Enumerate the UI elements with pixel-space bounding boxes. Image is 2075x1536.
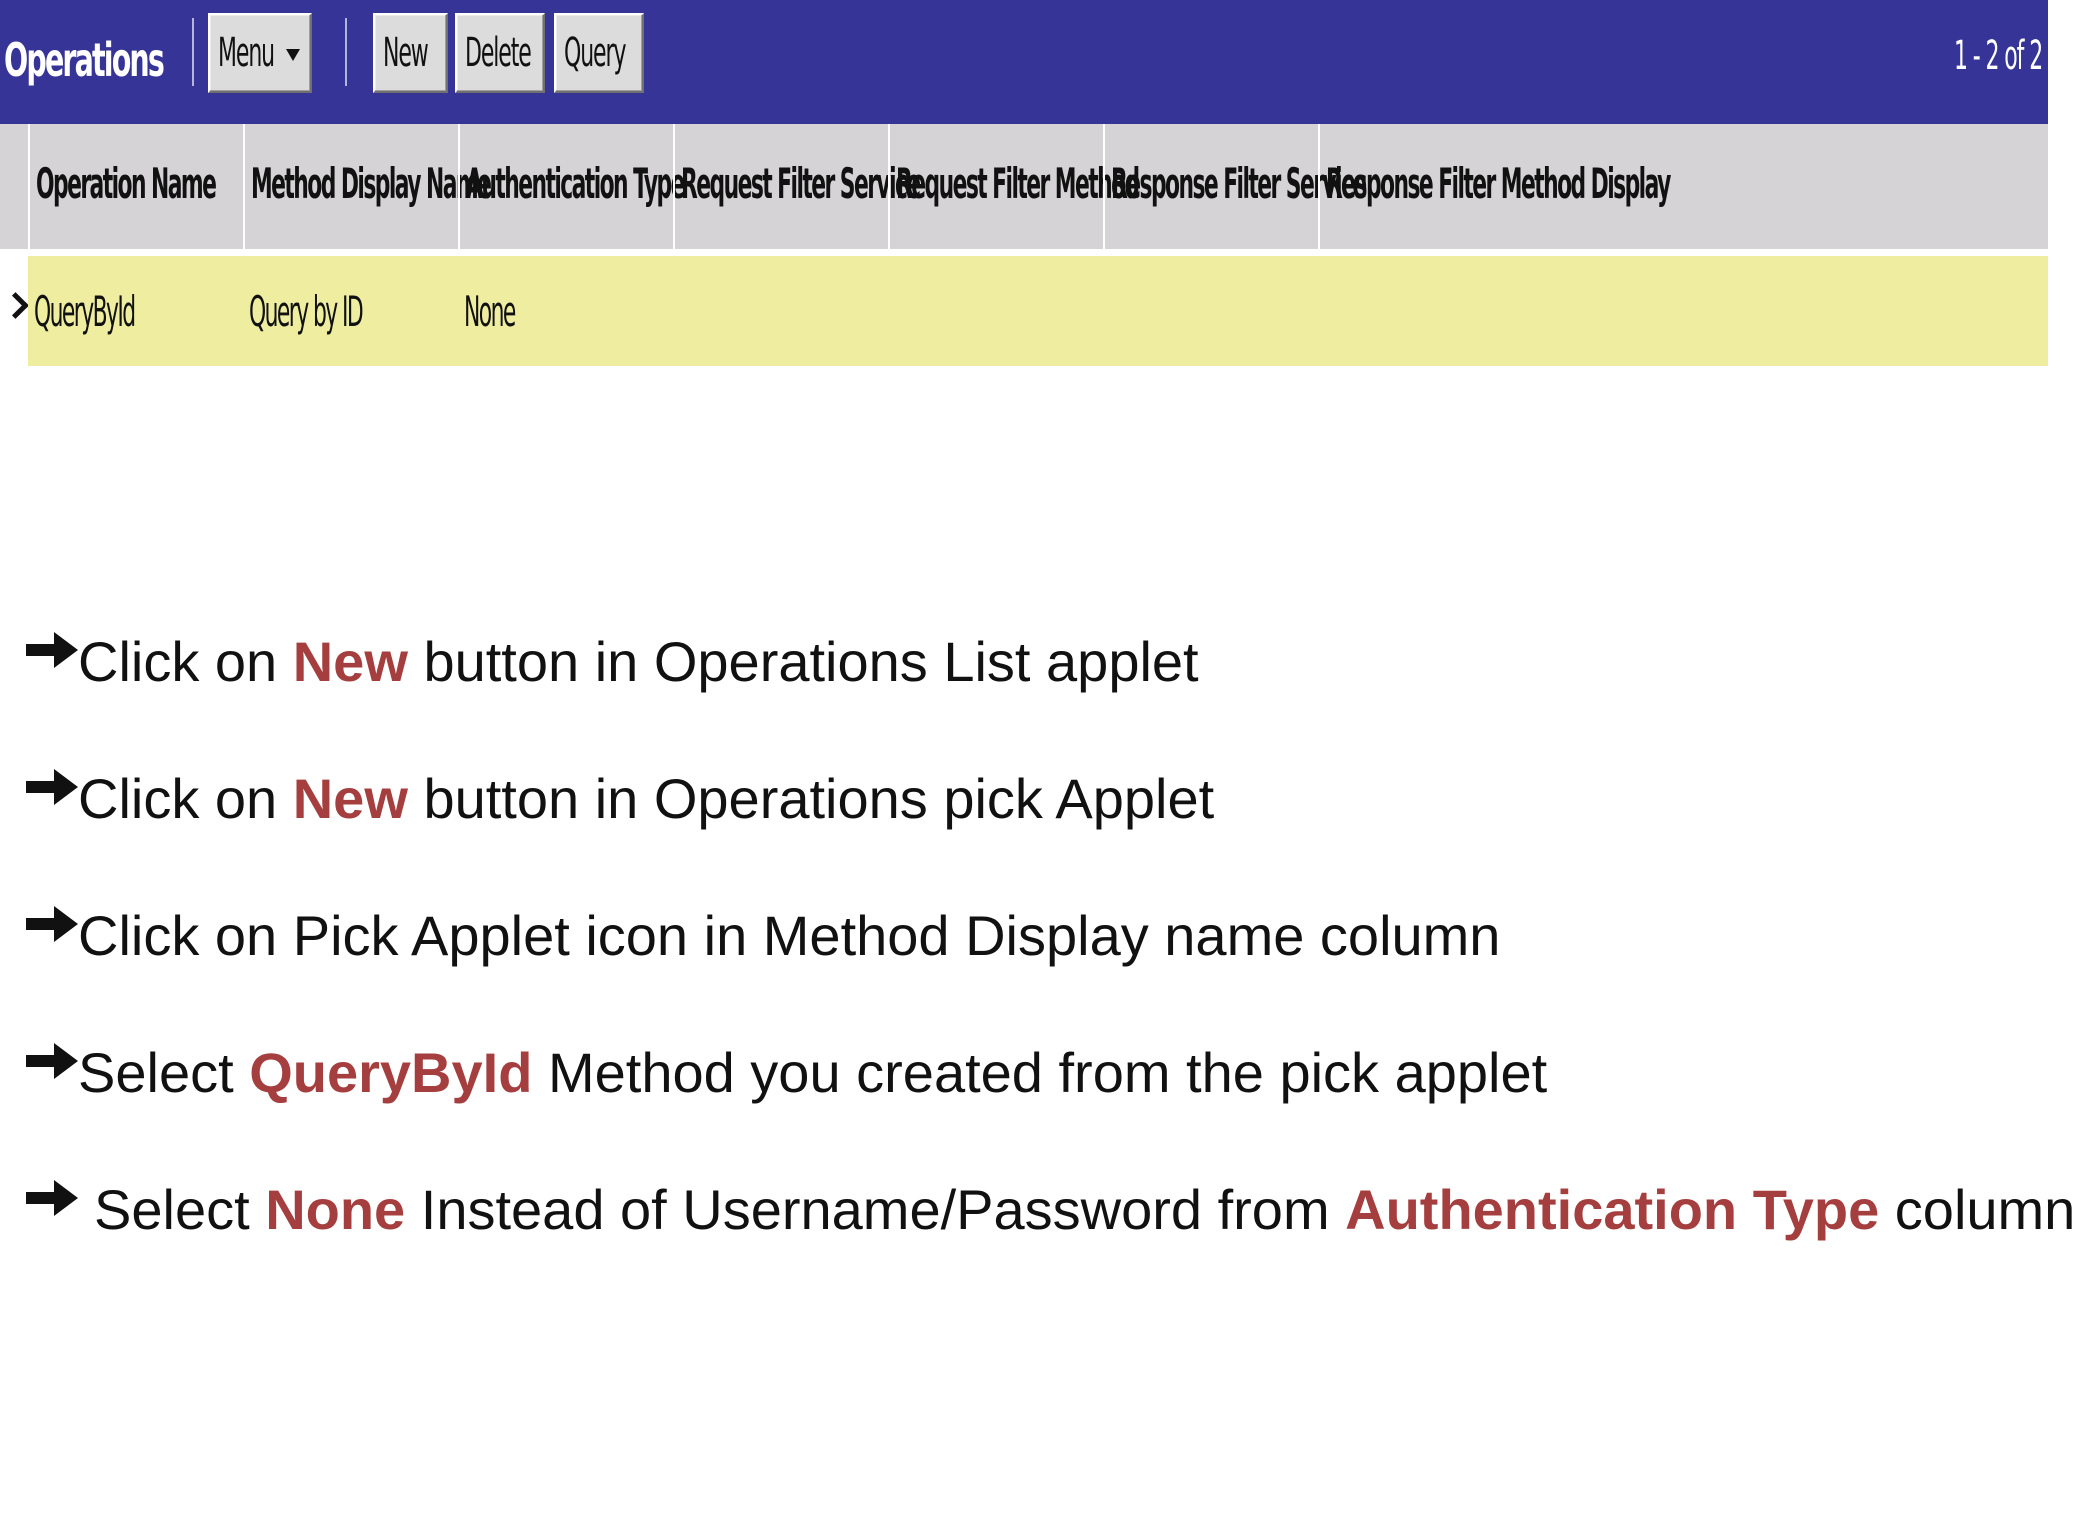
row-indicator[interactable]	[0, 256, 28, 366]
instruction-text	[78, 892, 1500, 980]
instruction-text-part: button in Operations List applet	[407, 630, 1199, 693]
highlighted-term: Authentication Type	[1345, 1178, 1880, 1241]
instruction-text	[94, 1166, 2075, 1254]
new-button-label: New	[383, 30, 428, 76]
right-arrow-icon	[24, 765, 80, 809]
record-count: 1 - 2 of 2	[1954, 33, 2043, 79]
column-header-method-display-name[interactable]	[243, 124, 491, 249]
applet-titlebar	[0, 0, 2048, 124]
column-header-label: Authentication Type	[466, 159, 684, 208]
cell-operation-name: QueryById	[34, 287, 135, 336]
highlighted-term: None	[265, 1178, 406, 1241]
applet-title: Operations	[4, 33, 164, 87]
column-header-label: Response Filter Service	[1111, 159, 1366, 208]
column-header-label: Method Display Name	[251, 159, 491, 208]
column-header-response-filter-service[interactable]	[1103, 124, 1366, 249]
column-header-label: Operation Name	[36, 159, 216, 208]
instruction-step	[24, 892, 2048, 1029]
query-button[interactable]	[554, 13, 644, 93]
column-header-operation-name[interactable]	[28, 124, 243, 249]
menu-button[interactable]	[208, 13, 312, 93]
toolbar-divider	[192, 18, 194, 86]
instruction-step	[24, 755, 2048, 892]
cell-method-display-name: Query by ID	[249, 287, 363, 336]
caret-down-icon	[286, 49, 300, 61]
right-arrow-icon	[24, 1176, 80, 1220]
column-header-label: Request Filter Method	[896, 159, 1139, 208]
chevron-right-icon	[2, 292, 29, 319]
right-arrow-icon	[24, 628, 80, 672]
highlighted-term: QueryById	[249, 1041, 533, 1104]
instruction-step	[24, 1166, 2075, 1303]
highlighted-term: New	[292, 630, 408, 693]
instruction-text-part: Instead of Username/Password from	[405, 1178, 1346, 1241]
list-header	[0, 124, 2048, 252]
instruction-text-part: Method you created from the pick applet	[532, 1041, 1548, 1104]
instruction-text-part: Select	[94, 1178, 266, 1241]
instruction-text	[78, 618, 1199, 706]
highlighted-term: New	[292, 767, 408, 830]
table-row[interactable]	[28, 256, 2048, 366]
instruction-text-part: Click on	[78, 630, 293, 693]
right-arrow-icon	[24, 902, 80, 946]
column-header-label: Request Filter Service	[681, 159, 920, 208]
cell-authentication-type: None	[464, 287, 515, 336]
instruction-text-part: button in Operations pick Applet	[407, 767, 1215, 830]
column-header-request-filter-method[interactable]	[888, 124, 1139, 249]
instruction-text	[78, 755, 1214, 843]
delete-button[interactable]	[455, 13, 545, 93]
instruction-text-part: Click on	[78, 767, 293, 830]
column-header-authentication-type[interactable]	[458, 124, 684, 249]
column-header-request-filter-service[interactable]	[673, 124, 920, 249]
menu-button-label: Menu	[218, 30, 275, 76]
instruction-text	[78, 1029, 1547, 1117]
instruction-text-part: Select	[78, 1041, 250, 1104]
toolbar-divider	[345, 18, 347, 86]
query-button-label: Query	[564, 30, 626, 76]
column-header-response-filter-method-display[interactable]	[1318, 124, 1818, 249]
instruction-list	[24, 618, 2075, 1303]
instruction-text-part: column	[1879, 1178, 2075, 1241]
new-button[interactable]	[373, 13, 448, 93]
right-arrow-icon	[24, 1039, 80, 1083]
instruction-step	[24, 1029, 2048, 1166]
instruction-text-part: Click on Pick Applet icon in Method Display name column	[78, 904, 1501, 967]
instruction-step	[24, 618, 2048, 755]
column-header-label: Response Filter Method Display	[1326, 159, 1670, 208]
delete-button-label: Delete	[465, 30, 531, 76]
